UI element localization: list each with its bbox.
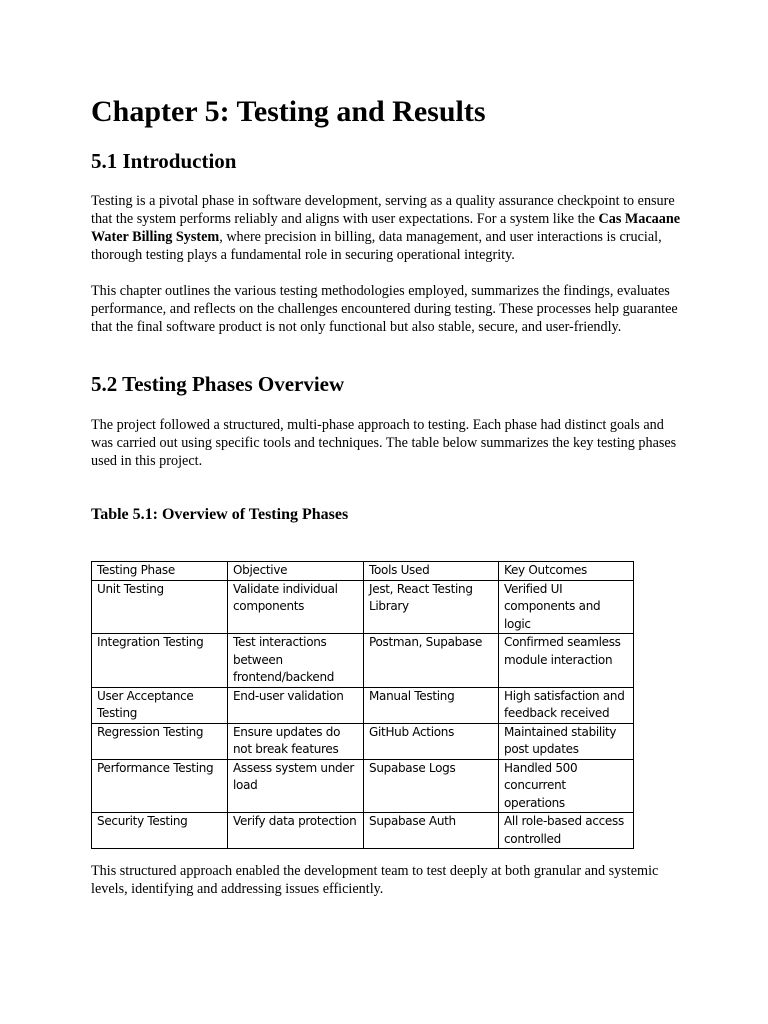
table-cell: Regression Testing	[92, 723, 228, 759]
table-row	[92, 723, 634, 759]
table-cell: Postman, Supabase	[364, 634, 499, 688]
table-header-row	[92, 562, 634, 581]
table-cell: Performance Testing	[92, 759, 228, 813]
intro-text-start: Testing is a pivotal phase in software development, serving as a quality assurance checkpoint to ensure that the system performs reliably and aligns with user expectations. For a system like the	[91, 193, 675, 227]
table-cell: Verified UI components and logic	[499, 580, 634, 634]
table-cell: Manual Testing	[364, 687, 499, 723]
table-cell: Unit Testing	[92, 580, 228, 634]
table-cell: Supabase Auth	[364, 813, 499, 849]
table-cell: Handled 500 concurrent operations	[499, 759, 634, 813]
table-row	[92, 759, 634, 813]
table-cell: High satisfaction and feedback received	[499, 687, 634, 723]
table-cell: Maintained stability post updates	[499, 723, 634, 759]
testing-phases-table	[91, 561, 634, 849]
header-cell-key-outcomes: Key Outcomes	[499, 562, 634, 581]
table-row	[92, 687, 634, 723]
section-heading-introduction: 5.1 Introduction	[91, 149, 237, 173]
header-cell-testing-phase: Testing Phase	[92, 562, 228, 581]
table-row	[92, 813, 634, 849]
table-row	[92, 580, 634, 634]
table-cell: Verify data protection	[228, 813, 364, 849]
table-cell: Ensure updates do not break features	[228, 723, 364, 759]
table-cell: Integration Testing	[92, 634, 228, 688]
phases-paragraph: The project followed a structured, multi-phase approach to testing. Each phase had distinct goals and was carried out using specific tools and techniques. The table below summarizes the key testing phases used in this project.	[91, 417, 677, 469]
table-cell: Jest, React Testing Library	[364, 580, 499, 634]
closing-paragraph: This structured approach enabled the development team to test deeply at both granular and systemic levels, identifying and addressing issues efficiently.	[91, 863, 659, 897]
header-cell-objective: Objective	[228, 562, 364, 581]
table-row	[92, 634, 634, 688]
table-cell: All role-based access controlled	[499, 813, 634, 849]
intro-paragraph-2: This chapter outlines the various testing methodologies employed, summarizes the findings, evaluates performance, and reflects on the challenges encountered during testing. These processes help guarantee that the final software product is not only functional but also stable, secure, and user-friendly.	[91, 283, 678, 335]
table-cell: GitHub Actions	[364, 723, 499, 759]
table-cell: End-user validation	[228, 687, 364, 723]
table-caption: Table 5.1: Overview of Testing Phases	[91, 506, 349, 523]
table-cell: Confirmed seamless module interaction	[499, 634, 634, 688]
intro-paragraph-1	[91, 192, 681, 264]
table-cell: Assess system under load	[228, 759, 364, 813]
intro-text-end: , where precision in billing, data management, and user interactions is crucial, thorough testing plays a fundamental role in securing operational integrity.	[91, 229, 662, 263]
table-cell: Test interactions between frontend/backend	[228, 634, 364, 688]
section-heading-testing-phases: 5.2 Testing Phases Overview	[91, 372, 345, 396]
system-name-bold: Cas Macaane Water Billing System	[91, 211, 681, 245]
header-cell-tools-used: Tools Used	[364, 562, 499, 581]
table-cell: Security Testing	[92, 813, 228, 849]
chapter-title: Chapter 5: Testing and Results	[91, 95, 486, 128]
table-cell: User Acceptance Testing	[92, 687, 228, 723]
table-cell: Supabase Logs	[364, 759, 499, 813]
table-cell: Validate individual components	[228, 580, 364, 634]
